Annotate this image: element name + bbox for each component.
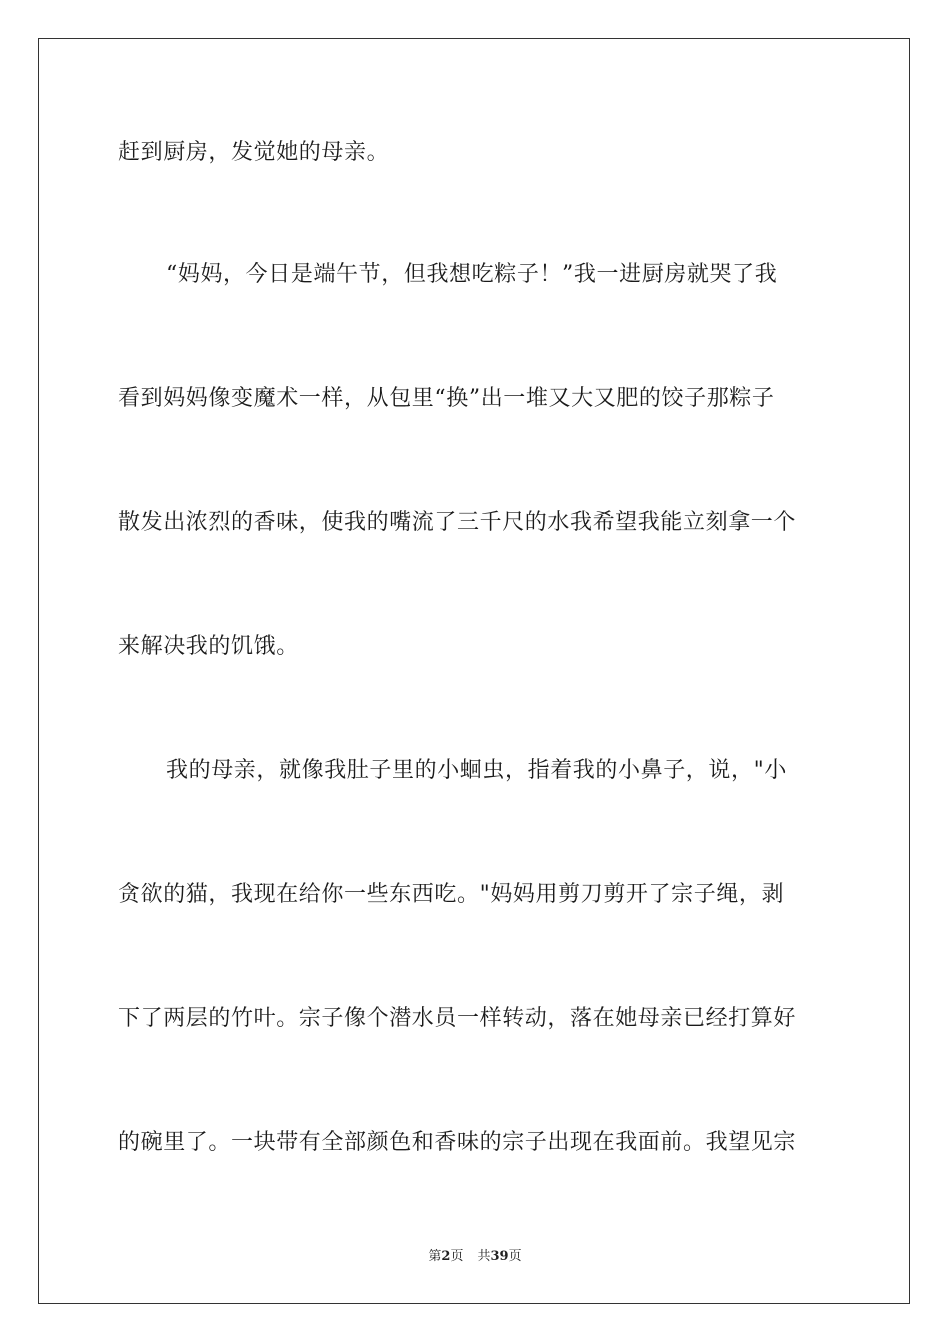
text-line-9: 的碗里了。一块带有全部颜色和香味的宗子出现在我面前。我望见宗 [118,1130,797,1155]
page-footer [0,1248,950,1266]
total-label-suffix: 页 [508,1249,522,1264]
text-line-2: “妈妈，今日是端午节，但我想吃粽子！”我一进厨房就哭了我 [166,262,778,287]
text-line-6: 我的母亲，就像我肚子里的小蛔虫，指着我的小鼻子，说，"小 [166,758,787,783]
page-label-prefix: 第 [428,1249,442,1264]
text-line-3: 看到妈妈像变魔术一样，从包里“换”出一堆又大又肥的饺子那粽子 [118,386,775,411]
text-line-4: 散发出浓烈的香味，使我的嘴流了三千尺的水我希望我能立刻拿一个 [118,510,797,535]
text-line-8: 下了两层的竹叶。宗子像个潜水员一样转动，落在她母亲已经打算好 [118,1006,797,1031]
total-label-prefix: 共 [477,1249,491,1264]
total-pages: 39 [490,1249,509,1264]
text-line-5: 来解决我的饥饿。 [118,634,299,659]
text-line-1: 赶到厨房，发觉她的母亲。 [118,140,390,165]
text-line-7: 贪欲的猫，我现在给你一些东西吃。"妈妈用剪刀剪开了宗子绳，剥 [118,882,785,907]
page-number: 2 [441,1249,451,1264]
page-label-suffix: 页 [450,1249,464,1264]
page-frame [38,38,910,1304]
